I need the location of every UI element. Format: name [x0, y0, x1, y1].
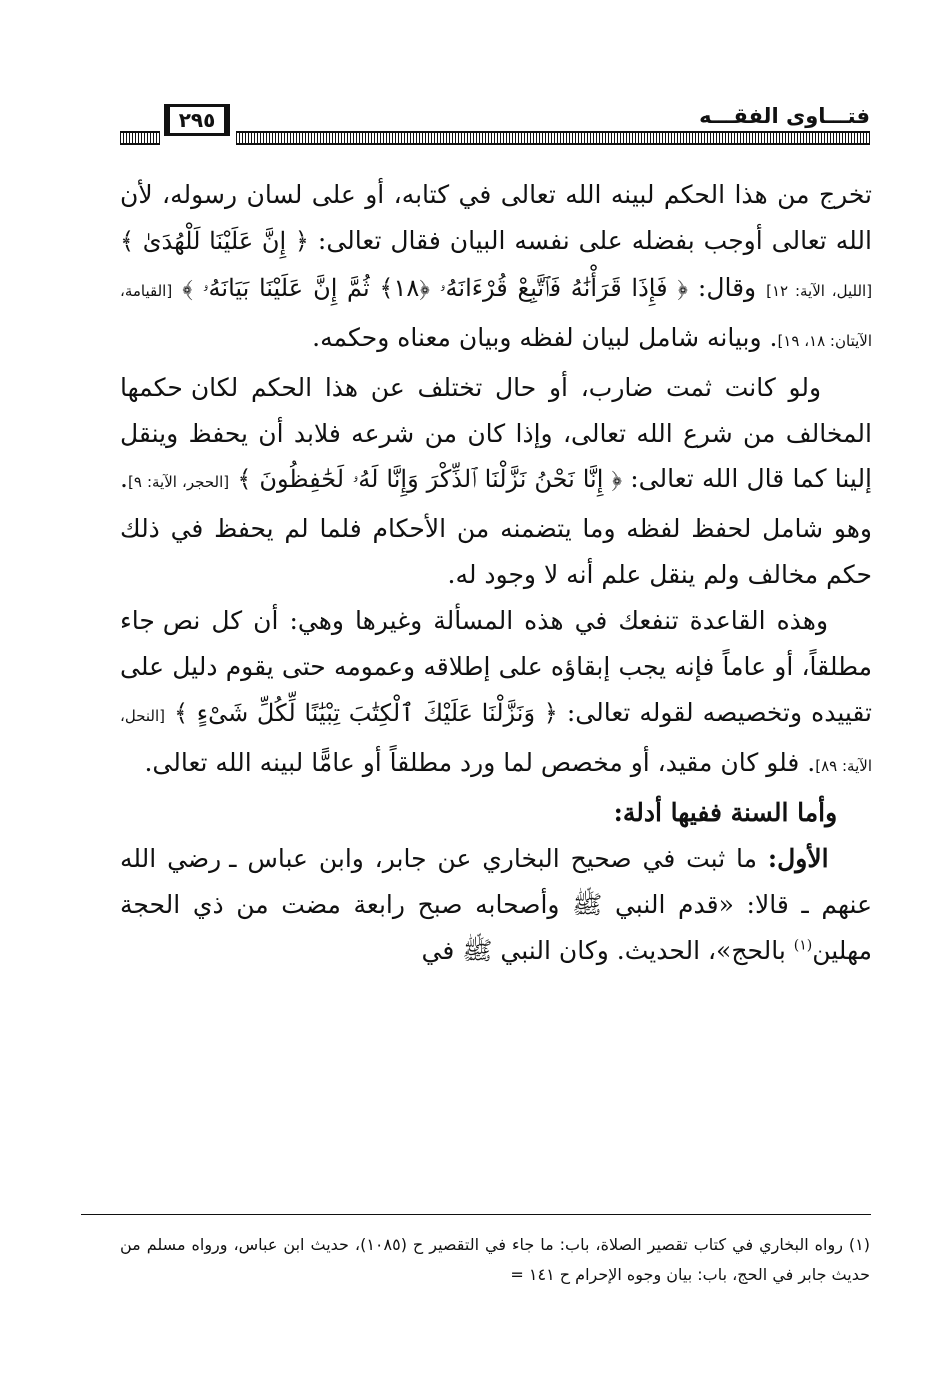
paragraph-1: [120, 172, 872, 365]
text-line: معناه وحكمه.: [312, 322, 451, 352]
section-heading: [120, 790, 872, 836]
text-line: وقال:: [697, 272, 757, 302]
page-header: [120, 98, 870, 150]
verse-reference: [القيامة، الآيتان: ١٨، ١٩]: [120, 281, 872, 350]
text-line: الأحكام فلما لم يحفظ في ذلك حكم مخالف ولم ينقل علم أنه لا: [120, 514, 872, 590]
quran-verse: عَلَيْنَا بَيَانَهُۥ ﴾: [182, 273, 304, 302]
text-line: تخرج من هذا الحكم لبينه الله تعالى في كتابه، أو على لسان: [246, 180, 872, 209]
text-line: يحفظ وينقل إلينا كما قال الله تعالى:: [120, 418, 873, 494]
heading-text: وأما السنة ففيها أدلة:: [613, 797, 838, 827]
text-line: بالحج»، الحديث. وكان النبي ﷺ في: [421, 935, 786, 965]
header-rule-left: [120, 131, 160, 145]
footnote-line: عباس، ورواه مسلم من حديث جابر في الحج، باب: بيان وجوه الإحرام ح ١٤١ =: [120, 1235, 870, 1284]
text-line: رسوله، لأن الله تعالى أوجب بفضله على نفسه البيان فقال تعالى:: [120, 180, 872, 255]
text-line: من ذي الحجة مهلين: [120, 889, 872, 965]
text-line: . فلو كان مقيد، أو: [630, 747, 816, 777]
quran-verse: ﴿ إِنَّ عَلَيْنَا لَلْهُدَىٰ ﴾: [120, 226, 309, 255]
quran-verse: ٱلْكِتَٰبَ تِبْيَٰنًا لِّكُلِّ شَىْءٍ ﴾: [174, 698, 415, 727]
text-line: حكمها المخالف من شرع الله تعالى، وإذا كان من شرعه فلابد أن: [120, 372, 872, 448]
text-line: وجود له.: [447, 560, 537, 590]
text-line: . وبيانه شامل لبيان لفظه وبيان: [458, 322, 778, 352]
text-line: مخصص لما ورد مطلقاً أو عامًّا لبينه الله تعالى.: [144, 747, 623, 777]
text-line: ما ثبت في صحيح البخاري عن جابر، وابن عباس: [247, 843, 758, 873]
quran-verse: ﴿ وَنَزَّلْنَا عَلَيْكَ: [423, 698, 558, 727]
item-label: الأول:: [767, 843, 829, 873]
footnote-marker[interactable]: (١): [793, 937, 813, 954]
text-line: . وهو شامل لحفظ لفظه وما يتضمنه من: [120, 464, 872, 544]
paragraph-3: [120, 598, 872, 790]
footnote-divider: [81, 1214, 871, 1215]
paragraph-2: [120, 365, 872, 599]
text-line: نص جاء مطلقاً، أو عاماً فإنه يجب إبقاؤه على إطلاقه وعمومه حتى: [120, 606, 872, 682]
quran-verse: ﴿ فَإِذَا قَرَأْنَٰهُ فَٱتَّبِعْ قُرْءَانَهُۥ ﴿١٨﴾ ثُمَّ إِنَّ: [313, 273, 688, 302]
footnote-1: [120, 1230, 870, 1290]
text-line: يقوم دليل على تقييده وتخصيصه لقوله تعالى:: [120, 652, 873, 727]
body-text: [120, 172, 872, 973]
book-title: فتـــاوى الفقـــه: [699, 104, 870, 128]
footnotes: [120, 1230, 870, 1290]
header-rule-right: [236, 131, 870, 145]
verse-reference: [الحجر، الآية: ٩]: [127, 473, 230, 492]
text-line: ـ رضي الله عنهم ـ قالا: «قدم النبي ﷺ وأصحابه صبح رابعة مضت: [120, 843, 872, 919]
verse-reference: [الليل، الآية: ١٢]: [766, 281, 873, 300]
page-number: ٢٩٥: [164, 104, 230, 136]
paragraph-5: [120, 836, 872, 974]
text-line: وهذه القاعدة تنفعك في هذه المسألة وغيرها وهي: أن كل: [211, 606, 829, 636]
footnote-line: (١) رواه البخاري في كتاب تقصير الصلاة، باب: ما جاء في التقصير ح (١٠٨٥)، حديث ابن: [283, 1235, 870, 1254]
quran-verse: ﴿ إِنَّا نَحْنُ نَزَّلْنَا ٱلذِّكْرَ وَإِنَّا لَهُۥ: [352, 465, 622, 494]
quran-verse: لَحَٰفِظُونَ ﴾: [237, 465, 345, 494]
text-line: ولو كانت ثمت ضارب، أو حال تختلف عن هذا الحكم لكان: [190, 372, 822, 402]
verse-reference: [النحل، الآية: ٨٩]: [120, 706, 872, 775]
